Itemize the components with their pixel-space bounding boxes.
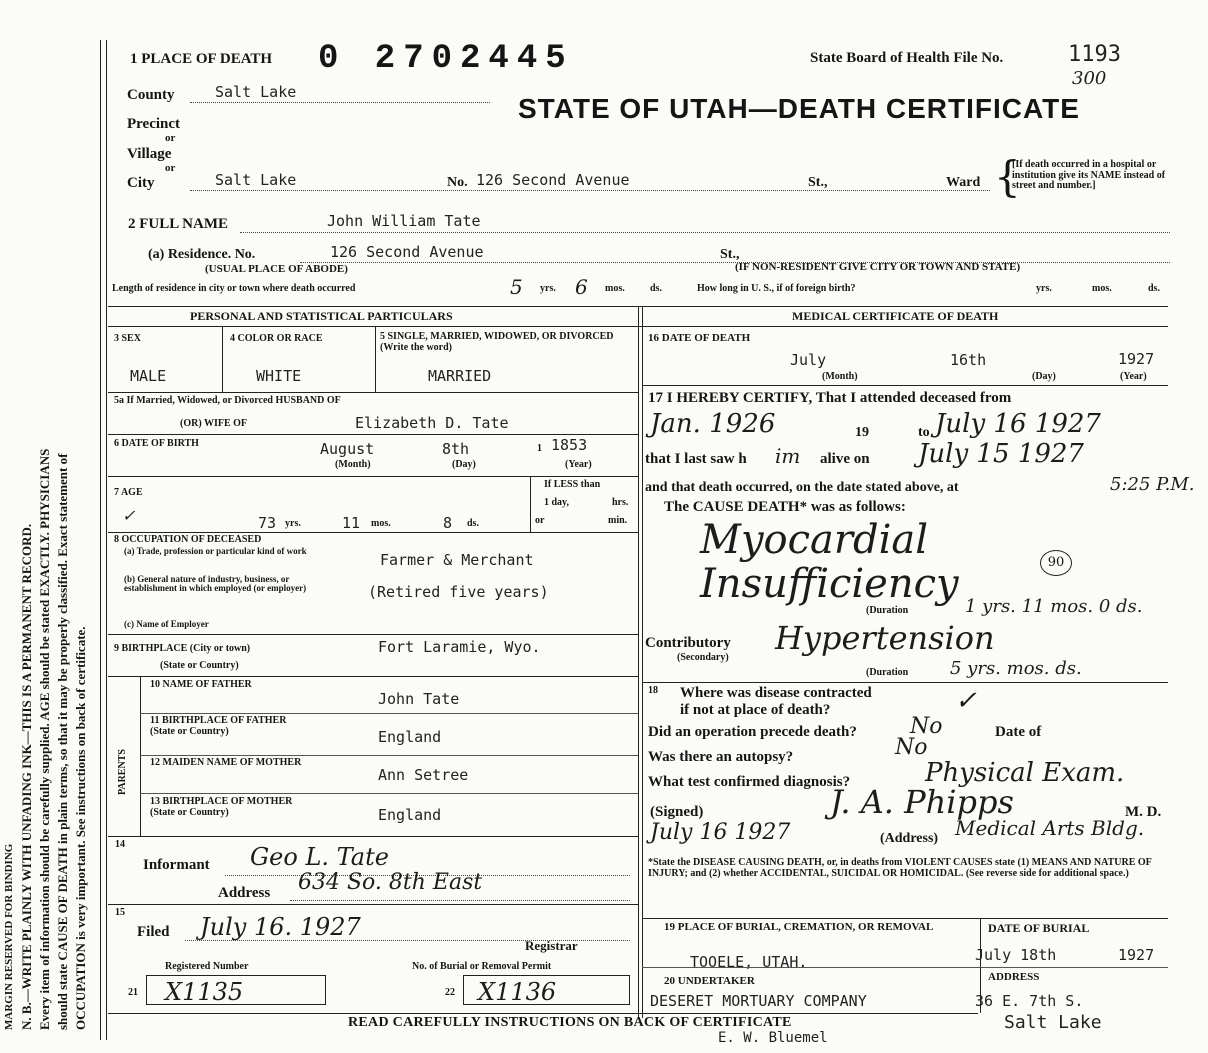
contributory-value: Hypertension [775,619,995,657]
margin-rule [100,40,101,1040]
filed-value: July 16. 1927 [200,913,361,941]
date-of-death-label: 16 DATE OF DEATH [648,332,751,344]
residence-yrs-label: yrs. [540,283,556,294]
undertaker-sub: E. W. Bluemel [718,1030,828,1046]
place-of-death-label: 1 PLACE OF DEATH [130,51,273,67]
residence-label: (a) Residence. No. [148,247,256,262]
registrar-label: Registrar [525,938,578,953]
certify-label: 17 I HEREBY CERTIFY, That I attended deceased from [648,390,1012,406]
duration-2-label: (Duration [866,667,909,678]
burial-address-label: ADDRESS [988,971,1040,983]
cause-code: 90 [1040,550,1072,576]
margin-binding-text: MARGIN RESERVED FOR BINDING [3,843,15,1030]
personal-heading: PERSONAL AND STATISTICAL PARTICULARS [190,309,453,323]
mother-label: 12 MAIDEN NAME OF MOTHER [150,757,302,768]
death-month: July [790,351,827,369]
village-label: Village [127,146,172,162]
or-label-1: or [165,132,176,144]
burial-place-label: 19 PLACE OF BURIAL, CREMATION, OR REMOVAL [664,921,934,933]
certificate-number: 0 2702445 [318,40,574,78]
test-value: Physical Exam. [925,758,1125,788]
q18-label-a: Where was disease contracted [680,685,872,701]
operation-value: No [910,714,943,739]
attended-19-label: 19 [855,425,869,440]
street-no-value: 126 Second Avenue [476,171,630,189]
father-value: John Tate [378,690,460,708]
birthplace-label: 9 BIRTHPLACE (City or town) [114,643,251,654]
city-value: Salt Lake [215,171,297,189]
less-than-hrs: hrs. [612,497,629,508]
margin-rule-2 [106,40,107,1040]
burial-address-city: Salt Lake [1004,1012,1102,1033]
signature: J. A. Phipps [830,783,1014,821]
non-resident-label: (IF NON-RESIDENT GIVE CITY OR TOWN AND STATE) [735,261,1021,273]
less-than-day: 1 day, [544,497,570,508]
occupation-b-value: (Retired five years) [368,583,549,601]
death-time: 5:25 P.M. [1110,474,1195,495]
cause-label: The CAUSE DEATH* was as follows: [664,499,906,515]
autopsy-value: No [895,735,928,760]
father-birthplace-value: England [378,728,442,746]
burial-date-label: DATE OF BURIAL [988,921,1090,935]
last-saw-him: im [775,444,801,468]
filed-label: Filed [137,924,170,940]
spouse-value: Elizabeth D. Tate [355,414,509,432]
street-no-label: No. [447,175,468,190]
us-mos-label: mos. [1092,283,1112,294]
age-mos-label: mos. [371,518,391,529]
operation-label: Did an operation precede death? [648,724,857,740]
burial-place-value: TOOELE, UTAH. [690,953,808,971]
marital-label: 5 SINGLE, MARRIED, WIDOWED, OR DIVORCED (Write the word) [380,331,614,353]
footer-instructions: READ CAREFULLY INSTRUCTIONS ON BACK OF CERTIFICATE [348,1015,792,1030]
less-than-min: min. [608,515,628,526]
burial-date-year: 1927 [1118,946,1155,964]
reg-no-21: 21 [128,987,138,998]
birthplace-sub-label: (State or Country) [160,660,239,671]
alive-on-label: alive on [820,451,870,467]
reg-no-22: 22 [445,987,455,998]
certificate-title: STATE OF UTAH—DEATH CERTIFICATE [518,93,1080,124]
death-year: 1927 [1118,350,1155,368]
informant-no: 14 [115,839,125,850]
death-year-label: (Year) [1120,371,1147,382]
sex-label: 3 SEX [114,333,141,344]
mother-birthplace-label: 13 BIRTHPLACE OF MOTHER (State or Country) [150,796,293,818]
informant-address-value: 634 So. 8th East [298,870,483,895]
undertaker-label: 20 UNDERTAKER [664,975,755,987]
mother-value: Ann Setree [378,766,469,784]
spouse-wife-label: (OR) WIFE OF [180,418,248,429]
last-saw-label: that I last saw h [645,451,747,467]
burial-date-value: July 18th [975,946,1057,964]
usual-abode-label: (USUAL PLACE OF ABODE) [205,263,348,275]
occupation-label: 8 OCCUPATION OF DECEASED [114,534,262,545]
undertaker-value: DESERET MORTUARY COMPANY [650,992,867,1010]
age-months: 11 [342,514,361,532]
occupation-a-label: (a) Trade, profession or particular kind of work [124,546,307,556]
ward-brace: { [994,152,1021,201]
death-day-label: (Day) [1032,371,1056,382]
test-label: What test confirmed diagnosis? [648,774,851,790]
employer-label: (c) Name of Employer [124,619,209,629]
death-month-label: (Month) [822,371,858,382]
or-label-2: or [165,162,176,174]
grid-center [638,306,639,1018]
file-no-label: State Board of Health File No. [810,50,1004,66]
burial-address-value: 36 E. 7th S. [975,992,1084,1010]
margin-instruction-1: Every item of information should be carefully supplied. AGE should be stated EXACTLY. PHYSICIANS [37,448,52,1030]
cause-footnote: *State the DISEASE CAUSING DEATH, or, in deaths from VIOLENT CAUSES state (1) MEANS AND NATURE OF INJURY; and (2) whether ACCIDENTAL, SUICIDAL OR HOMICIDAL. (See reverse side for additional space.) [648,857,1152,879]
autopsy-label: Was there an autopsy? [648,749,794,765]
age-years: 73 [258,514,277,532]
medical-heading: MEDICAL CERTIFICATE OF DEATH [792,309,999,323]
ward-note: [If death occurred in a hospital or institution give its NAME instead of street and number.] [1012,159,1166,191]
us-residence-label: How long in U. S., if of foreign birth? [697,283,856,294]
father-birthplace-label: 11 BIRTHPLACE OF FATHER (State or Country) [150,715,287,737]
attended-to: July 16 1927 [935,409,1101,439]
spouse-label: 5a If Married, Widowed, or Divorced HUSBAND OF [114,395,341,406]
dob-month: August [320,440,375,458]
residence-st-label: St., [720,247,740,262]
father-label: 10 NAME OF FATHER [150,679,252,690]
residence-ds-label: ds. [650,283,662,294]
occupation-value: Farmer & Merchant [380,551,534,569]
duration-value: 1 yrs. 11 mos. 0 ds. [965,596,1143,617]
physician-address: Medical Arts Bldg. [955,816,1145,840]
date-of-label: Date of [995,724,1042,740]
birthplace-value: Fort Laramie, Wyo. [378,638,541,656]
sex-value: MALE [130,367,167,385]
q18-value: ✓ [955,686,977,716]
burial-permit-value: X1136 [478,978,557,1006]
parents-label: PARENTS [117,749,128,795]
physician-address-label: (Address) [880,831,939,846]
informant-label: Informant [143,857,210,873]
cause-value: Myocardial Insufficiency [700,517,959,607]
registered-number-label: Registered Number [165,961,249,972]
dob-prefix: 1 [537,443,542,454]
age-ds-label: ds. [467,518,479,529]
county-value: Salt Lake [215,83,297,101]
q18-no: 18 [648,685,658,696]
grid-center-2 [642,306,643,1018]
duration-label: (Duration [866,605,909,616]
age-yrs-label: yrs. [285,518,301,529]
contributory-label: Contributory [645,635,731,651]
dob-month-label: (Month) [335,459,371,470]
dob-label: 6 DATE OF BIRTH [114,438,199,449]
us-ds-label: ds. [1148,283,1160,294]
age-days: 8 [443,514,453,532]
color-label: 4 COLOR OR RACE [230,333,323,344]
file-no: 1193 [1068,42,1121,67]
informant-value: Geo L. Tate [250,843,389,871]
dob-day-label: (Day) [452,459,476,470]
file-no-handwritten: 300 [1072,68,1107,89]
occupation-b-label: (b) General nature of industry, business, or establishment in which employed (or employer) [124,574,307,594]
city-label: City [127,175,155,191]
full-name-label: 2 FULL NAME [128,216,229,232]
residence-months: 6 [575,275,588,299]
attended-to-label: to [918,425,930,440]
last-saw-date: July 15 1927 [918,439,1084,469]
residence-mos-label: mos. [605,283,625,294]
full-name-value: John William Tate [327,212,481,230]
mother-birthplace-value: England [378,806,442,824]
signed-label: (Signed) [650,804,704,820]
color-value: WHITE [256,367,302,385]
precinct-label: Precinct [127,116,181,132]
dob-day: 8th [442,440,470,458]
county-label: County [127,87,175,103]
us-yrs-label: yrs. [1036,283,1052,294]
residence-value: 126 Second Avenue [330,243,484,261]
length-residence-label: Length of residence in city or town where death occurred [112,283,356,294]
secondary-label: (Secondary) [677,652,729,663]
burial-permit-label: No. of Burial or Removal Permit [412,961,552,972]
ward-label: Ward [946,175,981,190]
margin-instruction-2: should state CAUSE OF DEATH in plain terms, so that it may be properly classified. Exact statement of [55,453,70,1030]
death-day: 16th [950,351,987,369]
md-label: M. D. [1125,804,1162,820]
dob-year-label: (Year) [565,459,592,470]
death-occurred-label: and that death occurred, on the date stated above, at [645,480,959,495]
margin-instruction-3: OCCUPATION is very important. See instructions on back of certificate. [73,626,88,1030]
attended-from: Jan. 1926 [650,409,776,439]
less-than-or: or [535,515,545,526]
age-label: 7 AGE [114,487,143,498]
informant-address-label: Address [218,885,271,901]
q18-label-b: if not at place of death? [680,702,831,718]
dob-year: 1853 [551,436,588,454]
filed-no: 15 [115,907,125,918]
signed-date: July 16 1927 [650,820,791,845]
margin-warning-text: N. B.—WRITE PLAINLY WITH UNFADING INK—THIS IS A PERMANENT RECORD. [19,523,34,1030]
duration-2-value: 5 yrs. mos. ds. [950,658,1082,679]
less-than-label: If LESS than [544,479,601,490]
registered-number-value: X1135 [165,978,244,1006]
marital-value: MARRIED [428,367,492,385]
st-label: St., [808,175,828,190]
residence-years: 5 [510,275,523,299]
age-check: ✓ [122,506,136,525]
